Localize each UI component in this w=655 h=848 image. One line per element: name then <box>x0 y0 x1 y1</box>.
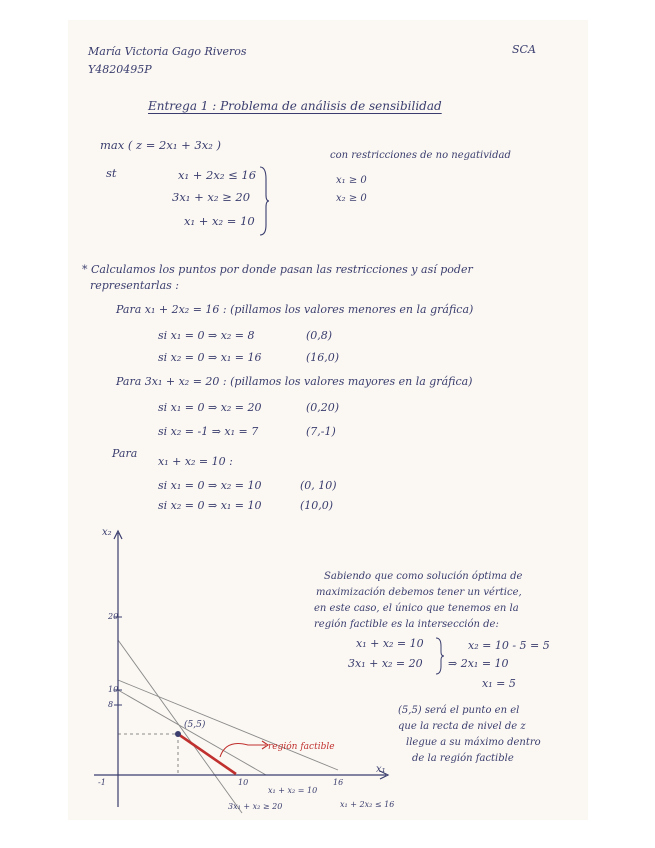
explanation-line-2: maximización debemos tener un vértice, <box>316 587 522 598</box>
student-id: Y4820495P <box>88 63 152 76</box>
nonneg-x2: x₂ ≥ 0 <box>336 193 367 204</box>
c1-point-1: (0,8) <box>306 329 333 342</box>
point-label: (5,5) <box>184 720 206 730</box>
x-axis-label: x₁ <box>376 764 386 775</box>
c2-row-2: si x₂ = -1 ⇒ x₁ = 7 <box>158 425 259 438</box>
intro-line-1: * Calculamos los puntos por donde pasan las restricciones y así poder <box>82 263 473 276</box>
c1-row-2: si x₂ = 0 ⇒ x₁ = 16 <box>158 351 262 364</box>
constraints-brace <box>258 165 270 237</box>
step-2: ⇒ 2x₁ = 10 <box>448 657 509 670</box>
c3-point-2: (10,0) <box>300 499 334 512</box>
region-label: región factible <box>268 742 335 752</box>
system-eq-1: x₁ + x₂ = 10 <box>356 637 424 650</box>
y-tick-8: 8 <box>108 700 114 709</box>
nonneg-title: con restricciones de no negatividad <box>330 150 511 161</box>
c1-row-1: si x₁ = 0 ⇒ x₂ = 8 <box>158 329 255 342</box>
line-x1-x2-10 <box>118 690 266 775</box>
step-1: x₂ = 10 - 5 = 5 <box>468 639 550 652</box>
region-arrow <box>220 744 266 758</box>
system-eq-2: 3x₁ + x₂ = 20 <box>348 657 423 670</box>
line-x1-2x2-16 <box>118 680 338 770</box>
line-label-x1-2x2-16: x₁ + 2x₂ ≤ 16 <box>340 800 395 809</box>
feasibility-graph <box>88 525 398 815</box>
conclusion-line-2: que la recta de nivel de z <box>398 721 526 732</box>
student-name: María Victoria Gago Riveros <box>88 45 247 58</box>
line-label-3x1-x2-20: 3x₁ + x₂ ≥ 20 <box>228 802 283 811</box>
c2-row-1: si x₁ = 0 ⇒ x₂ = 20 <box>158 401 262 414</box>
x-tick-neg1: -1 <box>98 778 106 787</box>
y-tick-10: 10 <box>108 685 119 694</box>
conclusion-line-4: de la región factible <box>412 753 514 764</box>
x-tick-10: 10 <box>238 778 249 787</box>
constraint-2-heading: Para 3x₁ + x₂ = 20 : (pillamos los valores mayores en la gráfica) <box>116 375 473 388</box>
constraint-2: 3x₁ + x₂ ≥ 20 <box>172 190 251 204</box>
c2-point-1: (0,20) <box>306 401 340 414</box>
c3-point-1: (0, 10) <box>300 479 337 492</box>
line-label-x1-x2-10: x₁ + x₂ = 10 <box>268 786 318 795</box>
constraint-1-heading: Para x₁ + 2x₂ = 16 : (pillamos los valores menores en la gráfica) <box>116 303 474 316</box>
group-label: SCA <box>512 43 536 56</box>
c3-row-1: si x₁ = 0 ⇒ x₂ = 10 <box>158 479 262 492</box>
conclusion-line-1: (5,5) será el punto en el <box>398 705 520 716</box>
st-label: st <box>106 166 117 180</box>
explanation-line-3: en este caso, el único que tenemos en la <box>314 603 519 614</box>
constraint-1: x₁ + 2x₂ ≤ 16 <box>178 168 257 182</box>
constraint-3-heading: Para <box>112 447 138 460</box>
explanation-line-1: Sabiendo que como solución óptima de <box>324 571 523 582</box>
objective-function: max ( z = 2x₁ + 3x₂ ) <box>100 138 221 152</box>
y-axis-label: x₂ <box>102 527 112 538</box>
constraint-3-equation: x₁ + x₂ = 10 : <box>158 455 233 468</box>
explanation-line-4: región factible es la intersección de: <box>314 619 499 630</box>
system-brace <box>434 636 446 676</box>
x-tick-16: 16 <box>333 778 344 787</box>
notebook-page <box>68 20 588 820</box>
step-3: x₁ = 5 <box>482 677 516 690</box>
constraint-3: x₁ + x₂ = 10 <box>184 214 255 228</box>
conclusion-line-3: llegue a su máximo dentro <box>406 737 541 748</box>
c3-row-2: si x₂ = 0 ⇒ x₁ = 10 <box>158 499 262 512</box>
c2-point-2: (7,-1) <box>306 425 336 438</box>
y-tick-20: 20 <box>108 612 119 621</box>
optimal-point <box>175 731 181 737</box>
page-title: Entrega 1 : Problema de análisis de sensibilidad <box>148 99 442 113</box>
line-3x1-x2-20 <box>118 640 242 813</box>
nonneg-x1: x₁ ≥ 0 <box>336 175 367 186</box>
c1-point-2: (16,0) <box>306 351 340 364</box>
feasible-region-segment <box>178 734 236 774</box>
intro-line-2: representarlas : <box>90 279 179 292</box>
